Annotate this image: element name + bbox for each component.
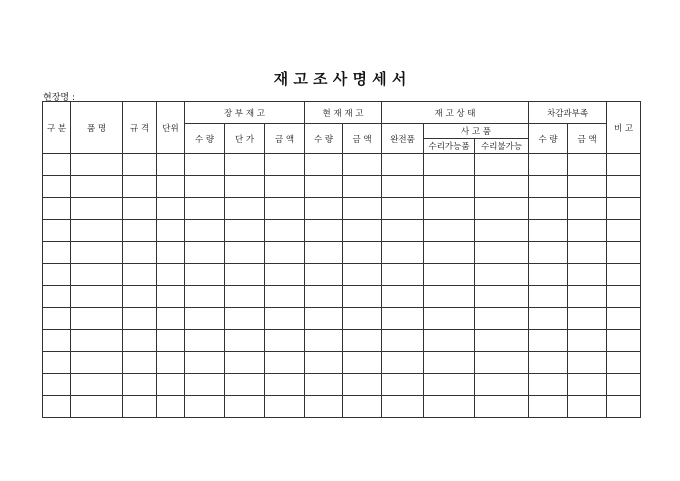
table-cell [157,374,185,396]
table-cell [607,242,641,264]
table-cell [185,352,225,374]
table-cell [157,396,185,418]
table-cell [475,374,529,396]
table-cell [185,220,225,242]
table-cell [607,154,641,176]
table-cell [265,396,305,418]
table-cell [529,396,568,418]
header-item-name: 품 명 [71,102,123,154]
table-cell [43,286,71,308]
table-cell [424,308,475,330]
table-cell [424,264,475,286]
table-cell [71,264,123,286]
table-cell [265,220,305,242]
table-cell [305,396,343,418]
table-cell [123,308,157,330]
table-cell [529,264,568,286]
table-cell [475,198,529,220]
table-cell [123,396,157,418]
table-cell [607,176,641,198]
table-cell [265,286,305,308]
table-cell [305,308,343,330]
table-row [43,176,641,198]
table-cell [343,176,382,198]
header-diff-amount: 금 액 [568,124,607,154]
table-cell [265,176,305,198]
table-cell [71,308,123,330]
table-cell [43,352,71,374]
table-cell [185,154,225,176]
table-cell [475,264,529,286]
table-cell [71,286,123,308]
table-cell [305,264,343,286]
table-cell [607,308,641,330]
table-cell [475,154,529,176]
table-cell [43,242,71,264]
table-cell [343,352,382,374]
table-cell [43,220,71,242]
table-cell [568,154,607,176]
table-cell [382,242,424,264]
table-cell [568,198,607,220]
table-cell [475,352,529,374]
header-repairable: 수리가능품 [424,139,475,154]
table-cell [343,154,382,176]
table-row [43,396,641,418]
table-cell [568,286,607,308]
table-cell [382,308,424,330]
table-cell [225,242,265,264]
table-cell [568,396,607,418]
table-cell [71,198,123,220]
table-cell [225,176,265,198]
table-cell [529,286,568,308]
table-cell [123,176,157,198]
table-cell [607,396,641,418]
table-cell [529,308,568,330]
table-cell [43,154,71,176]
table-cell [475,176,529,198]
table-cell [529,176,568,198]
table-cell [71,374,123,396]
table-cell [382,374,424,396]
header-book-inventory: 장 부 재 고 [185,102,305,124]
table-cell [607,286,641,308]
table-cell [607,352,641,374]
header-category: 구 분 [43,102,71,154]
table-cell [265,352,305,374]
table-cell [343,264,382,286]
table-cell [305,198,343,220]
table-cell [568,330,607,352]
table-cell [71,154,123,176]
table-cell [225,330,265,352]
table-cell [123,242,157,264]
table-cell [265,330,305,352]
table-cell [265,154,305,176]
header-inventory-status: 재 고 상 태 [382,102,529,124]
header-intact: 완전품 [382,124,424,154]
header-difference: 차감과부족 [529,102,607,124]
table-cell [343,242,382,264]
table-cell [43,264,71,286]
table-cell [123,330,157,352]
table-cell [343,308,382,330]
table-cell [382,176,424,198]
table-cell [607,198,641,220]
table-cell [185,396,225,418]
header-spec: 규 격 [123,102,157,154]
table-cell [305,286,343,308]
header-unit: 단위 [157,102,185,154]
header-book-amount: 금 액 [265,124,305,154]
table-cell [475,330,529,352]
table-cell [185,308,225,330]
table-cell [157,330,185,352]
table-cell [305,220,343,242]
table-cell [43,396,71,418]
table-cell [225,352,265,374]
table-cell [157,176,185,198]
table-cell [185,198,225,220]
table-cell [568,220,607,242]
table-cell [529,330,568,352]
table-cell [157,308,185,330]
table-cell [157,352,185,374]
table-cell [529,352,568,374]
table-cell [43,176,71,198]
table-row [43,374,641,396]
table-cell [382,198,424,220]
table-cell [225,374,265,396]
table-cell [424,330,475,352]
table-cell [123,198,157,220]
table-cell [157,198,185,220]
table-cell [225,154,265,176]
table-cell [607,330,641,352]
table-cell [568,374,607,396]
table-cell [305,374,343,396]
table-cell [382,352,424,374]
table-cell [225,286,265,308]
table-cell [382,396,424,418]
table-cell [43,330,71,352]
header-remarks: 비 고 [607,102,641,154]
table-cell [343,330,382,352]
table-cell [568,352,607,374]
table-cell [568,176,607,198]
table-cell [185,264,225,286]
table-cell [305,242,343,264]
table-cell [123,374,157,396]
table-cell [157,264,185,286]
table-cell [343,198,382,220]
table-cell [343,374,382,396]
table-cell [382,154,424,176]
header-diff-quantity: 수 량 [529,124,568,154]
table-cell [185,374,225,396]
table-cell [123,286,157,308]
table-cell [607,264,641,286]
table-cell [424,374,475,396]
table-cell [382,330,424,352]
table-cell [343,220,382,242]
header-book-quantity: 수 량 [185,124,225,154]
table-cell [265,242,305,264]
table-row [43,352,641,374]
table-cell [225,198,265,220]
table-cell [43,198,71,220]
table-cell [305,176,343,198]
table-cell [225,396,265,418]
table-cell [424,198,475,220]
table-cell [71,330,123,352]
table-cell [225,220,265,242]
table-cell [305,352,343,374]
table-cell [424,242,475,264]
table-cell [424,154,475,176]
table-cell [607,220,641,242]
table-cell [71,220,123,242]
table-cell [185,286,225,308]
table-cell [568,264,607,286]
table-row [43,198,641,220]
site-name-label: 현장명 : [43,93,75,103]
table-cell [424,220,475,242]
inventory-table [42,101,641,418]
table-row [43,308,641,330]
header-accident: 사 고 품 [424,124,529,139]
table-cell [568,242,607,264]
table-cell [71,396,123,418]
table-cell [265,374,305,396]
table-cell [529,154,568,176]
table-cell [265,308,305,330]
document-title: 재 고 조 사 명 세 서 [273,70,407,88]
table-row [43,286,641,308]
table-cell [424,396,475,418]
table-cell [71,352,123,374]
table-cell [157,286,185,308]
table-cell [424,176,475,198]
table-row [43,154,641,176]
table-cell [305,330,343,352]
table-cell [225,308,265,330]
table-cell [123,352,157,374]
header-unrepairable: 수리불가능 [475,139,529,154]
table-body [43,154,641,418]
table-cell [265,264,305,286]
table-cell [343,286,382,308]
table-cell [123,154,157,176]
header-current-quantity: 수 량 [305,124,343,154]
table-cell [568,308,607,330]
table-cell [185,242,225,264]
table-cell [475,308,529,330]
table-cell [529,198,568,220]
table-row [43,330,641,352]
table-cell [305,154,343,176]
table-cell [529,242,568,264]
table-row [43,220,641,242]
table-cell [157,220,185,242]
table-cell [71,176,123,198]
table-cell [265,198,305,220]
table-cell [123,264,157,286]
table-cell [475,220,529,242]
table-cell [343,396,382,418]
table-cell [123,220,157,242]
table-cell [157,154,185,176]
table-cell [157,242,185,264]
table-cell [382,264,424,286]
table-cell [475,396,529,418]
header-book-unit-price: 단 가 [225,124,265,154]
table-cell [424,286,475,308]
table-cell [71,242,123,264]
table-cell [475,242,529,264]
header-current-amount: 금 액 [343,124,382,154]
table-cell [382,286,424,308]
table-cell [529,220,568,242]
table-cell [382,220,424,242]
table-cell [185,176,225,198]
table-cell [424,352,475,374]
table-cell [607,374,641,396]
table-cell [225,264,265,286]
table-row [43,264,641,286]
table-cell [475,286,529,308]
table-row [43,242,641,264]
table-cell [529,374,568,396]
table-cell [43,374,71,396]
header-current-inventory: 현 재 재 고 [305,102,382,124]
table-cell [185,330,225,352]
table-cell [43,308,71,330]
